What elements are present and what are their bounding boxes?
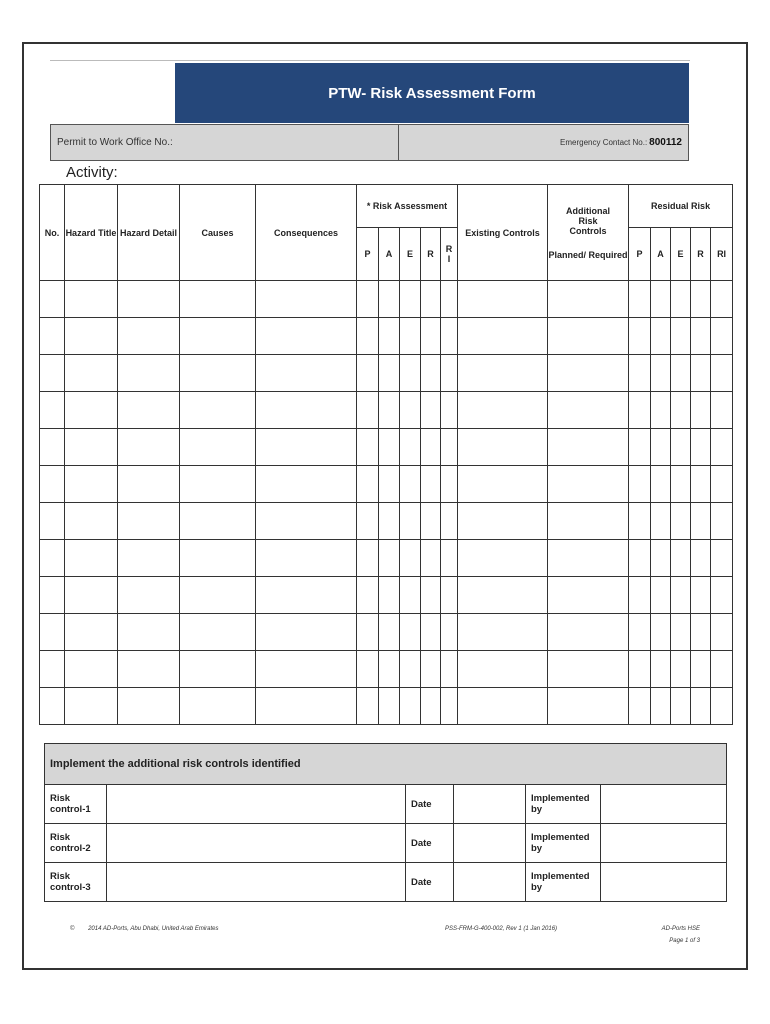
col-residual-risk: Residual Risk	[629, 185, 733, 228]
table-cell[interactable]	[400, 614, 421, 651]
table-cell[interactable]	[548, 577, 629, 614]
table-cell[interactable]	[400, 318, 421, 355]
ra-p: P	[357, 228, 379, 281]
table-cell[interactable]	[400, 577, 421, 614]
table-cell[interactable]	[421, 540, 441, 577]
table-cell[interactable]	[629, 688, 651, 725]
table-cell[interactable]	[711, 577, 733, 614]
table-cell[interactable]	[421, 577, 441, 614]
implement-row	[45, 863, 727, 902]
table-cell[interactable]	[180, 318, 256, 355]
date-label: Date	[406, 824, 454, 863]
table-cell[interactable]	[180, 503, 256, 540]
table-cell[interactable]	[629, 466, 651, 503]
table-cell[interactable]	[180, 540, 256, 577]
table-cell[interactable]	[691, 688, 711, 725]
table-cell[interactable]	[671, 392, 691, 429]
table-cell[interactable]	[357, 503, 379, 540]
table-cell[interactable]	[651, 429, 671, 466]
table-row	[40, 281, 733, 318]
table-cell[interactable]	[458, 281, 548, 318]
table-cell[interactable]	[379, 281, 400, 318]
hazard-table	[39, 184, 733, 725]
table-cell[interactable]	[629, 577, 651, 614]
table-cell[interactable]	[441, 614, 458, 651]
table-cell[interactable]	[548, 540, 629, 577]
rr-p: P	[629, 228, 651, 281]
table-cell[interactable]	[400, 355, 421, 392]
table-cell[interactable]	[421, 318, 441, 355]
table-cell[interactable]	[651, 318, 671, 355]
table-cell[interactable]	[671, 688, 691, 725]
table-cell[interactable]	[118, 614, 180, 651]
table-row	[40, 392, 733, 429]
table-cell[interactable]	[441, 281, 458, 318]
table-row	[40, 318, 733, 355]
table-cell[interactable]	[65, 355, 118, 392]
top-rule	[50, 60, 690, 61]
table-cell[interactable]	[441, 355, 458, 392]
table-cell[interactable]	[458, 355, 548, 392]
table-cell[interactable]	[118, 651, 180, 688]
table-cell[interactable]	[400, 466, 421, 503]
table-cell[interactable]	[629, 540, 651, 577]
table-cell[interactable]	[691, 429, 711, 466]
implement-row	[45, 785, 727, 824]
table-cell[interactable]	[629, 651, 651, 688]
table-cell[interactable]	[400, 688, 421, 725]
table-cell[interactable]	[65, 429, 118, 466]
table-cell[interactable]	[651, 688, 671, 725]
table-cell[interactable]	[40, 466, 65, 503]
table-cell[interactable]	[421, 429, 441, 466]
table-cell[interactable]	[256, 503, 357, 540]
table-row	[40, 688, 733, 725]
risk-control-field[interactable]	[107, 785, 406, 824]
form-title: PTW- Risk Assessment Form	[175, 63, 689, 123]
ra-a: A	[379, 228, 400, 281]
table-cell[interactable]	[400, 503, 421, 540]
risk-control-label: Risk control-3	[45, 863, 107, 902]
table-cell[interactable]	[65, 281, 118, 318]
table-cell[interactable]	[441, 540, 458, 577]
table-cell[interactable]	[671, 281, 691, 318]
table-row	[40, 466, 733, 503]
table-cell[interactable]	[65, 318, 118, 355]
table-row	[40, 429, 733, 466]
table-cell[interactable]	[379, 355, 400, 392]
emergency-contact-number: 800112	[649, 137, 682, 148]
table-cell[interactable]	[629, 392, 651, 429]
table-cell[interactable]	[441, 688, 458, 725]
table-cell[interactable]	[691, 614, 711, 651]
table-cell[interactable]	[711, 355, 733, 392]
table-cell[interactable]	[458, 614, 548, 651]
table-cell[interactable]	[379, 577, 400, 614]
footer-doc-ref: PSS-FRM-G-400-002, Rev 1 (1 Jan 2016)	[445, 926, 558, 932]
table-cell[interactable]	[548, 651, 629, 688]
table-cell[interactable]	[256, 466, 357, 503]
table-cell[interactable]	[40, 577, 65, 614]
table-cell[interactable]	[421, 281, 441, 318]
emergency-contact	[399, 125, 688, 160]
table-cell[interactable]	[441, 429, 458, 466]
table-cell[interactable]	[400, 281, 421, 318]
table-cell[interactable]	[671, 503, 691, 540]
table-cell[interactable]	[180, 651, 256, 688]
table-cell[interactable]	[691, 318, 711, 355]
table-cell[interactable]	[256, 614, 357, 651]
table-cell[interactable]	[651, 281, 671, 318]
table-cell[interactable]	[118, 577, 180, 614]
table-cell[interactable]	[671, 466, 691, 503]
table-cell[interactable]	[421, 466, 441, 503]
table-cell[interactable]	[629, 355, 651, 392]
planned-required-label: Planned/ Required	[548, 249, 628, 260]
table-cell[interactable]	[357, 355, 379, 392]
table-cell[interactable]	[40, 392, 65, 429]
table-cell[interactable]	[441, 318, 458, 355]
table-cell[interactable]	[691, 577, 711, 614]
table-cell[interactable]	[118, 355, 180, 392]
table-cell[interactable]	[421, 651, 441, 688]
table-cell[interactable]	[180, 355, 256, 392]
table-cell[interactable]	[379, 503, 400, 540]
permit-office-label: Permit to Work Office No.:	[57, 137, 173, 148]
footer-org-name: AD-Ports HSE	[661, 926, 700, 932]
table-cell[interactable]	[40, 429, 65, 466]
table-cell[interactable]	[548, 429, 629, 466]
table-cell[interactable]	[256, 281, 357, 318]
table-cell[interactable]	[65, 614, 118, 651]
table-cell[interactable]	[118, 318, 180, 355]
table-cell[interactable]	[65, 577, 118, 614]
table-cell[interactable]	[118, 466, 180, 503]
risk-control-field[interactable]	[107, 863, 406, 902]
table-cell[interactable]	[548, 318, 629, 355]
table-cell[interactable]	[711, 614, 733, 651]
table-cell[interactable]	[548, 614, 629, 651]
table-cell[interactable]	[65, 466, 118, 503]
date-label: Date	[406, 785, 454, 824]
table-cell[interactable]	[421, 614, 441, 651]
table-cell[interactable]	[400, 651, 421, 688]
table-cell[interactable]	[651, 614, 671, 651]
table-cell[interactable]	[629, 429, 651, 466]
table-cell[interactable]	[180, 577, 256, 614]
emergency-contact-label: Emergency Contact No.:	[560, 138, 648, 147]
table-cell[interactable]	[691, 503, 711, 540]
table-cell[interactable]	[379, 392, 400, 429]
implemented-by-label: Implemented by	[526, 785, 601, 824]
permit-row	[50, 124, 689, 161]
implement-heading: Implement the additional risk controls identified	[45, 744, 727, 785]
table-cell[interactable]	[458, 466, 548, 503]
footer-org	[662, 926, 700, 944]
table-cell[interactable]	[691, 392, 711, 429]
col-risk-assessment: * Risk Assessment	[357, 185, 458, 228]
table-cell[interactable]	[421, 392, 441, 429]
table-cell[interactable]	[40, 651, 65, 688]
table-cell[interactable]	[651, 466, 671, 503]
table-cell[interactable]	[118, 540, 180, 577]
risk-control-label: Risk control-1	[45, 785, 107, 824]
table-cell[interactable]	[548, 466, 629, 503]
table-cell[interactable]	[118, 688, 180, 725]
copyright-text: 2014 AD-Ports, Abu Dhabi, United Arab Emirates	[88, 926, 219, 932]
col-additional-controls	[548, 185, 629, 281]
table-cell[interactable]	[357, 392, 379, 429]
table-cell[interactable]	[711, 651, 733, 688]
rr-e: E	[671, 228, 691, 281]
table-cell[interactable]	[400, 429, 421, 466]
table-cell[interactable]	[548, 503, 629, 540]
table-cell[interactable]	[651, 540, 671, 577]
table-cell[interactable]	[357, 429, 379, 466]
table-cell[interactable]	[65, 503, 118, 540]
table-cell[interactable]	[65, 688, 118, 725]
table-cell[interactable]	[458, 429, 548, 466]
table-cell[interactable]	[400, 392, 421, 429]
implement-row	[45, 824, 727, 863]
table-cell[interactable]	[40, 281, 65, 318]
table-cell[interactable]	[357, 318, 379, 355]
table-cell[interactable]	[629, 614, 651, 651]
table-cell[interactable]	[40, 614, 65, 651]
table-row	[40, 614, 733, 651]
implemented-by-field[interactable]	[601, 785, 727, 824]
table-cell[interactable]	[629, 281, 651, 318]
table-cell[interactable]	[711, 503, 733, 540]
table-cell[interactable]	[691, 355, 711, 392]
table-cell[interactable]	[180, 392, 256, 429]
table-cell[interactable]	[671, 429, 691, 466]
table-cell[interactable]	[357, 614, 379, 651]
table-cell[interactable]	[379, 540, 400, 577]
implement-table	[44, 743, 727, 902]
date-field[interactable]	[454, 785, 526, 824]
table-cell[interactable]	[180, 429, 256, 466]
footer-copyright	[70, 926, 219, 932]
activity-label: Activity:	[66, 164, 118, 181]
table-cell[interactable]	[711, 318, 733, 355]
table-cell[interactable]	[441, 392, 458, 429]
table-cell[interactable]	[691, 540, 711, 577]
table-cell[interactable]	[458, 540, 548, 577]
table-cell[interactable]	[458, 392, 548, 429]
table-cell[interactable]	[421, 355, 441, 392]
table-cell[interactable]	[256, 318, 357, 355]
table-cell[interactable]	[691, 466, 711, 503]
table-cell[interactable]	[691, 651, 711, 688]
table-cell[interactable]	[180, 466, 256, 503]
table-cell[interactable]	[180, 281, 256, 318]
col-consequences: Consequences	[256, 185, 357, 281]
table-row	[40, 540, 733, 577]
table-cell[interactable]	[441, 577, 458, 614]
table-cell[interactable]	[711, 429, 733, 466]
date-label: Date	[406, 863, 454, 902]
table-cell[interactable]	[379, 651, 400, 688]
table-cell[interactable]	[256, 392, 357, 429]
col-no: No.	[40, 185, 65, 281]
ra-r: R	[421, 228, 441, 281]
table-row	[40, 577, 733, 614]
table-cell[interactable]	[458, 651, 548, 688]
col-hazard-title: Hazard Title	[65, 185, 118, 281]
table-cell[interactable]	[548, 688, 629, 725]
table-cell[interactable]	[379, 429, 400, 466]
col-hazard-detail: Hazard Detail	[118, 185, 180, 281]
table-cell[interactable]	[711, 392, 733, 429]
table-row	[40, 503, 733, 540]
table-cell[interactable]	[671, 540, 691, 577]
table-cell[interactable]	[458, 318, 548, 355]
footer-page: Page 1 of 3	[669, 938, 700, 944]
table-cell[interactable]	[671, 614, 691, 651]
table-cell[interactable]	[671, 318, 691, 355]
table-cell[interactable]	[40, 688, 65, 725]
table-cell[interactable]	[357, 688, 379, 725]
table-cell[interactable]	[691, 281, 711, 318]
table-cell[interactable]	[379, 614, 400, 651]
table-cell[interactable]	[548, 281, 629, 318]
table-cell[interactable]	[400, 540, 421, 577]
table-cell[interactable]	[65, 392, 118, 429]
table-cell[interactable]	[651, 503, 671, 540]
table-cell[interactable]	[357, 466, 379, 503]
ra-e: E	[400, 228, 421, 281]
table-cell[interactable]	[256, 688, 357, 725]
rr-r: R	[691, 228, 711, 281]
table-row	[40, 355, 733, 392]
implemented-by-label: Implemented by	[526, 824, 601, 863]
date-field[interactable]	[454, 863, 526, 902]
table-cell[interactable]	[118, 503, 180, 540]
rr-ri: RI	[711, 228, 733, 281]
table-cell[interactable]	[379, 466, 400, 503]
additional-controls-label: Additional Risk Controls	[566, 205, 611, 236]
col-existing-controls: Existing Controls	[458, 185, 548, 281]
permit-office-field[interactable]	[51, 125, 399, 160]
table-cell[interactable]	[671, 355, 691, 392]
table-cell[interactable]	[40, 355, 65, 392]
implemented-by-label: Implemented by	[526, 863, 601, 902]
table-cell[interactable]	[629, 503, 651, 540]
ra-ri: R I	[441, 228, 458, 281]
table-cell[interactable]	[711, 688, 733, 725]
table-cell[interactable]	[256, 577, 357, 614]
col-causes: Causes	[180, 185, 256, 281]
table-cell[interactable]	[671, 577, 691, 614]
table-cell[interactable]	[441, 466, 458, 503]
table-cell[interactable]	[421, 688, 441, 725]
table-cell[interactable]	[651, 577, 671, 614]
table-cell[interactable]	[118, 392, 180, 429]
table-cell[interactable]	[357, 651, 379, 688]
table-cell[interactable]	[548, 392, 629, 429]
table-cell[interactable]	[118, 281, 180, 318]
table-cell[interactable]	[671, 651, 691, 688]
table-cell[interactable]	[651, 651, 671, 688]
table-cell[interactable]	[651, 355, 671, 392]
table-cell[interactable]	[458, 503, 548, 540]
table-cell[interactable]	[421, 503, 441, 540]
table-cell[interactable]	[180, 688, 256, 725]
risk-control-field[interactable]	[107, 824, 406, 863]
table-cell[interactable]	[256, 651, 357, 688]
table-cell[interactable]	[441, 651, 458, 688]
table-cell[interactable]	[118, 429, 180, 466]
implemented-by-field[interactable]	[601, 863, 727, 902]
table-cell[interactable]	[40, 318, 65, 355]
table-cell[interactable]	[357, 540, 379, 577]
table-cell[interactable]	[711, 466, 733, 503]
table-cell[interactable]	[441, 503, 458, 540]
table-cell[interactable]	[180, 614, 256, 651]
table-cell[interactable]	[357, 577, 379, 614]
table-cell[interactable]	[458, 577, 548, 614]
table-cell[interactable]	[357, 281, 379, 318]
table-cell[interactable]	[629, 318, 651, 355]
table-cell[interactable]	[65, 651, 118, 688]
table-cell[interactable]	[458, 688, 548, 725]
implemented-by-field[interactable]	[601, 824, 727, 863]
table-cell[interactable]	[65, 540, 118, 577]
risk-control-label: Risk control-2	[45, 824, 107, 863]
table-cell[interactable]	[256, 429, 357, 466]
date-field[interactable]	[454, 824, 526, 863]
table-cell[interactable]	[548, 355, 629, 392]
table-row	[40, 651, 733, 688]
table-cell[interactable]	[40, 540, 65, 577]
table-cell[interactable]	[256, 540, 357, 577]
table-cell[interactable]	[711, 281, 733, 318]
table-cell[interactable]	[40, 503, 65, 540]
rr-a: A	[651, 228, 671, 281]
table-cell[interactable]	[379, 318, 400, 355]
table-cell[interactable]	[651, 392, 671, 429]
table-cell[interactable]	[711, 540, 733, 577]
copyright-symbol: ©	[70, 926, 75, 932]
table-cell[interactable]	[256, 355, 357, 392]
table-cell[interactable]	[379, 688, 400, 725]
